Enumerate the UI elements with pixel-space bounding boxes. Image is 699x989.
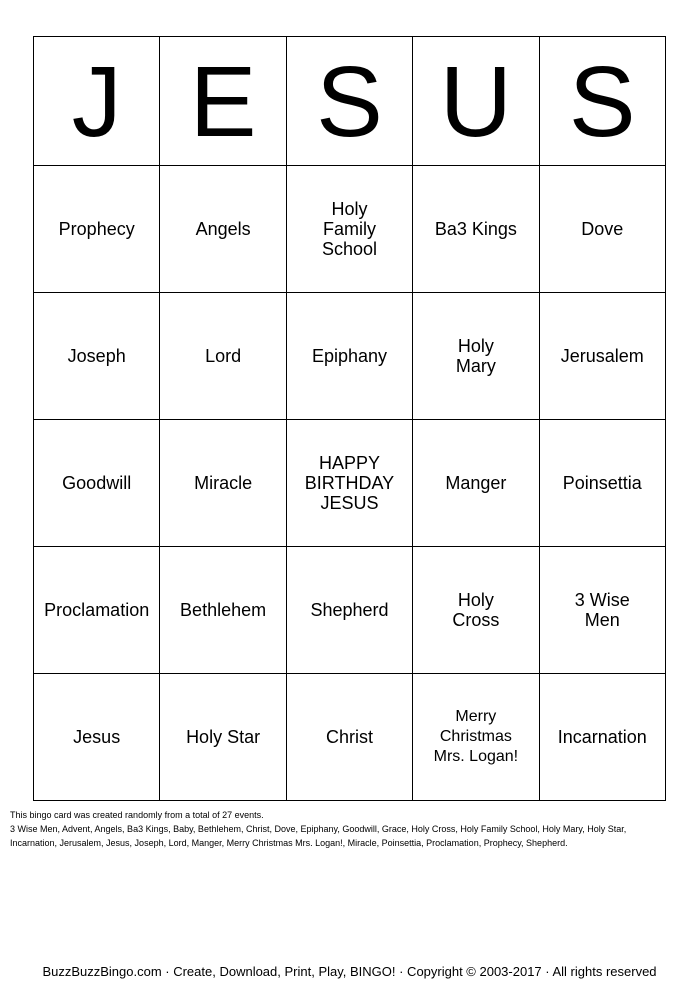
header-letter: S (286, 37, 412, 166)
info-event-list: 3 Wise Men, Advent, Angels, Ba3 Kings, Baby, Bethlehem, Christ, Dove, Epiphany, Goodwill, Grace, Holy Cross, Holy Family School, Holy Mary, Holy Star, (10, 824, 627, 834)
header-letter: U (413, 37, 539, 166)
card-cell (286, 547, 412, 674)
card-cell (413, 420, 539, 547)
cell-text: 3 Wise Men (574, 590, 630, 630)
card-cell (286, 674, 412, 801)
info-summary: This bingo card was created randomly from a total of 27 events. (10, 810, 264, 820)
card-cell (160, 547, 286, 674)
card-info (10, 808, 690, 850)
header-letter: J (34, 37, 160, 166)
card-row (34, 166, 666, 293)
card-cell (160, 674, 286, 801)
card-cell (539, 293, 665, 420)
cell-text: Christ (325, 727, 373, 747)
card-cell (34, 674, 160, 801)
cell-text: Dove (581, 219, 624, 239)
cell-text: Prophecy (58, 219, 135, 239)
card-cell (413, 547, 539, 674)
cell-text: Merry Christmas Mrs. Logan! (433, 708, 519, 765)
card-cell (286, 166, 412, 293)
cell-text: Angels (195, 219, 251, 239)
cell-text: Goodwill (62, 473, 132, 493)
cell-text: Shepherd (310, 600, 389, 620)
card-row (34, 547, 666, 674)
cell-text: Holy Family School (321, 199, 377, 259)
card-cell (160, 293, 286, 420)
cell-text: Ba3 Kings (434, 219, 517, 239)
card-cell (539, 166, 665, 293)
card-cell (286, 293, 412, 420)
card-cell (539, 547, 665, 674)
cell-text: Miracle (194, 473, 253, 493)
card-cell (539, 674, 665, 801)
cell-text: Lord (205, 346, 242, 366)
card-cell (413, 674, 539, 801)
header-letter: E (160, 37, 286, 166)
cell-text: Jesus (73, 727, 121, 747)
card-row (34, 674, 666, 801)
card-cell (34, 293, 160, 420)
header-letter: S (539, 37, 665, 166)
bingo-card (33, 36, 666, 801)
cell-text: Manger (445, 473, 507, 493)
cell-text: Incarnation (557, 727, 647, 747)
card-cell (160, 166, 286, 293)
cell-text: Holy Mary (455, 336, 496, 376)
card-row (34, 293, 666, 420)
card-cell (286, 420, 412, 547)
cell-text: Joseph (67, 346, 126, 366)
cell-text: Poinsettia (562, 473, 642, 493)
card-cell (413, 293, 539, 420)
header-row (34, 37, 666, 166)
cell-text: Epiphany (311, 346, 387, 366)
info-event-list: Incarnation, Jerusalem, Jesus, Joseph, Lord, Manger, Merry Christmas Mrs. Logan!, Miracle, Poinsettia, Proclamation, Prophecy, Shepherd. (10, 838, 568, 848)
card-cell (539, 420, 665, 547)
card-cell (34, 547, 160, 674)
card-cell (413, 166, 539, 293)
cell-text: Proclamation (44, 600, 150, 620)
card-cell (34, 166, 160, 293)
card-cell (34, 420, 160, 547)
card-cell (160, 420, 286, 547)
footer: BuzzBuzzBingo.com · Create, Download, Print, Play, BINGO! · Copyright © 2003-2017 · All rights reserved (42, 964, 657, 979)
cell-text: Holy Cross (452, 590, 500, 630)
cell-text: Holy Star (186, 727, 261, 747)
cell-text: Jerusalem (560, 346, 644, 366)
cell-text: Bethlehem (180, 600, 267, 620)
card-row (34, 420, 666, 547)
cell-text: HAPPY BIRTHDAY JESUS (304, 453, 395, 513)
